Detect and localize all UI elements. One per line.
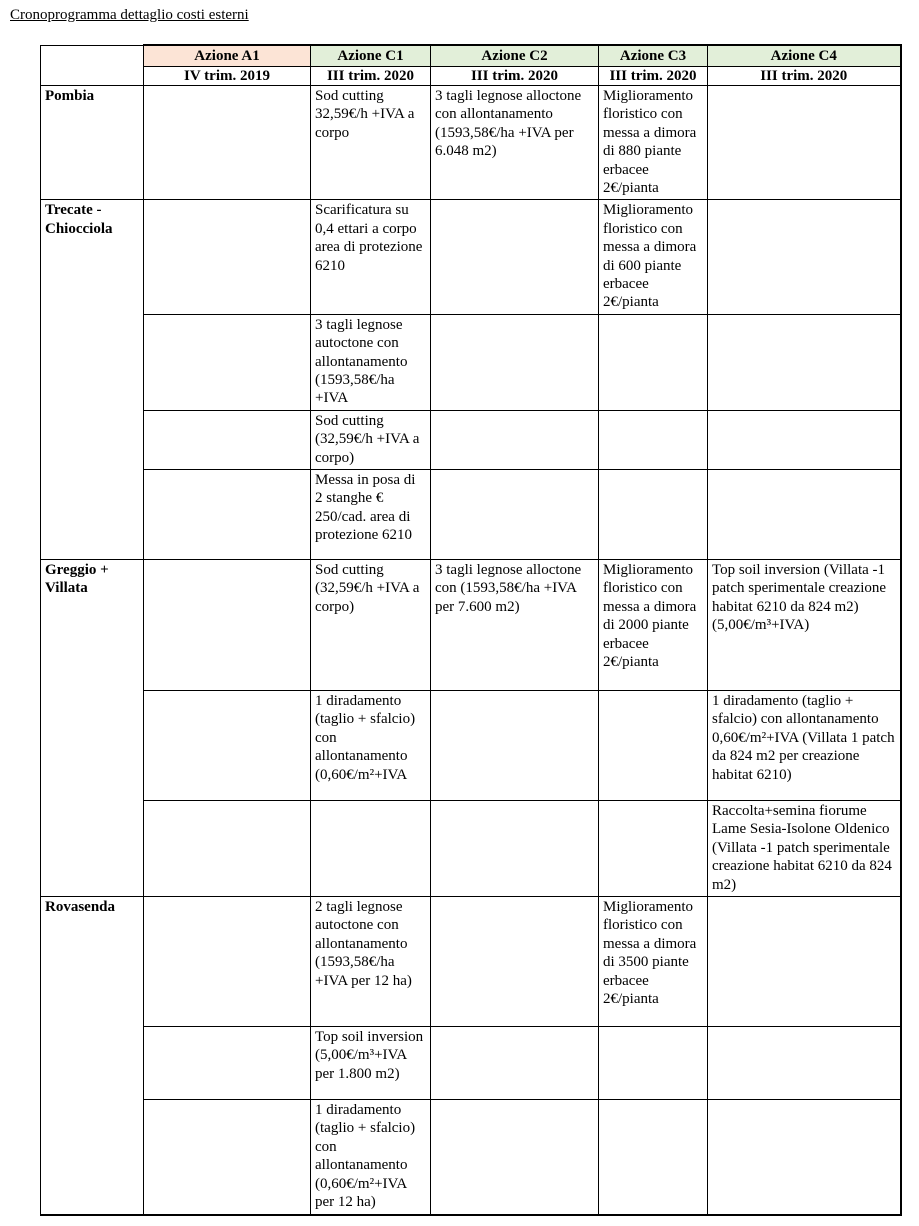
corner-empty-cell bbox=[41, 45, 144, 85]
table-cell bbox=[708, 85, 901, 199]
header-row-actions bbox=[41, 45, 901, 66]
table-row bbox=[41, 897, 901, 1027]
table-cell bbox=[144, 470, 311, 560]
table-cell bbox=[144, 897, 311, 1027]
table-cell bbox=[599, 314, 708, 410]
table-cell bbox=[431, 897, 599, 1027]
table-cell bbox=[144, 410, 311, 469]
cost-schedule-table bbox=[40, 44, 902, 1216]
table-cell bbox=[708, 200, 901, 314]
table-cell bbox=[144, 691, 311, 801]
table-cell: 3 tagli legnose alloctone con allontanamento (1593,58€/ha +IVA per 6.048 m2) bbox=[431, 85, 599, 199]
column-header-azione-c3: Azione C3 bbox=[599, 45, 708, 66]
table-cell: Sod cutting (32,59€/h +IVA a corpo) bbox=[311, 560, 431, 691]
column-header-azione-c2: Azione C2 bbox=[431, 45, 599, 66]
table-cell: 2 tagli legnose autoctone con allontanamento (1593,58€/ha +IVA per 12 ha) bbox=[311, 897, 431, 1027]
table-cell bbox=[311, 801, 431, 897]
table-cell: 1 diradamento (taglio + sfalcio) con allontanamento (0,60€/m²+IVA per 12 ha) bbox=[311, 1100, 431, 1215]
table-cell bbox=[431, 691, 599, 801]
table-row bbox=[41, 314, 901, 410]
table-row bbox=[41, 410, 901, 469]
table-cell bbox=[144, 801, 311, 897]
column-header-azione-c4: Azione C4 bbox=[708, 45, 901, 66]
table-cell: Scarificatura su 0,4 ettari a corpo area di protezione 6210 bbox=[311, 200, 431, 314]
table-cell: 3 tagli legnose alloctone con (1593,58€/ha +IVA per 7.600 m2) bbox=[431, 560, 599, 691]
table-cell bbox=[599, 691, 708, 801]
column-header-azione-a1: Azione A1 bbox=[144, 45, 311, 66]
table-cell: Sod cutting (32,59€/h +IVA a corpo) bbox=[311, 410, 431, 469]
table-cell: Miglioramento floristico con messa a dimora di 600 piante erbacee 2€/pianta bbox=[599, 200, 708, 314]
table-row bbox=[41, 470, 901, 560]
table-cell: 1 diradamento (taglio + sfalcio) con allontanamento (0,60€/m²+IVA bbox=[311, 691, 431, 801]
table-cell: Miglioramento floristico con messa a dimora di 3500 piante erbacee 2€/pianta bbox=[599, 897, 708, 1027]
table-cell: Miglioramento floristico con messa a dimora di 2000 piante erbacee 2€/pianta bbox=[599, 560, 708, 691]
table-cell bbox=[144, 200, 311, 314]
table-cell: Raccolta+semina fiorume Lame Sesia-Isolone Oldenico (Villata -1 patch sperimentale creazione habitat 6210 da 824 m2) bbox=[708, 801, 901, 897]
table-cell bbox=[599, 470, 708, 560]
table-cell: Messa in posa di 2 stanghe € 250/cad. area di protezione 6210 bbox=[311, 470, 431, 560]
table-cell: 3 tagli legnose autoctone con allontanamento (1593,58€/ha +IVA bbox=[311, 314, 431, 410]
table-cell: Sod cutting 32,59€/h +IVA a corpo bbox=[311, 85, 431, 199]
table-cell bbox=[431, 410, 599, 469]
table-row bbox=[41, 560, 901, 691]
table-cell bbox=[431, 314, 599, 410]
table-row bbox=[41, 691, 901, 801]
period-cell-a1: IV trim. 2019 bbox=[144, 66, 311, 85]
period-cell-c1: III trim. 2020 bbox=[311, 66, 431, 85]
table-cell bbox=[431, 1027, 599, 1100]
table-cell bbox=[431, 1100, 599, 1215]
table-cell bbox=[708, 897, 901, 1027]
table-cell: Miglioramento floristico con messa a dimora di 880 piante erbacee 2€/pianta bbox=[599, 85, 708, 199]
period-cell-c3: III trim. 2020 bbox=[599, 66, 708, 85]
table-cell bbox=[144, 85, 311, 199]
table-row bbox=[41, 85, 901, 199]
table-cell: 1 diradamento (taglio + sfalcio) con allontanamento 0,60€/m²+IVA (Villata 1 patch da 824 m2 per creazione habitat 6210) bbox=[708, 691, 901, 801]
page-title: Cronoprogramma dettaglio costi esterni bbox=[10, 7, 249, 23]
period-cell-c2: III trim. 2020 bbox=[431, 66, 599, 85]
table-cell bbox=[144, 560, 311, 691]
table-cell bbox=[599, 410, 708, 469]
table-row bbox=[41, 1027, 901, 1100]
table-cell bbox=[144, 1027, 311, 1100]
table-cell bbox=[431, 470, 599, 560]
table-row bbox=[41, 1100, 901, 1215]
table-row bbox=[41, 801, 901, 897]
table-cell bbox=[599, 1027, 708, 1100]
table-cell bbox=[708, 470, 901, 560]
table-cell bbox=[599, 1100, 708, 1215]
table-row bbox=[41, 200, 901, 314]
table-cell bbox=[599, 801, 708, 897]
table-cell bbox=[431, 200, 599, 314]
table-cell bbox=[708, 314, 901, 410]
header-row-periods bbox=[41, 66, 901, 85]
table-cell: Top soil inversion (5,00€/m³+IVA per 1.800 m2) bbox=[311, 1027, 431, 1100]
table-cell: Top soil inversion (Villata -1 patch sperimentale creazione habitat 6210 da 824 m2) (5,00€/m³+IVA) bbox=[708, 560, 901, 691]
row-group-label-trecate-chiocciola: Trecate - Chiocciola bbox=[41, 200, 144, 560]
table-cell bbox=[708, 1027, 901, 1100]
table-cell bbox=[708, 410, 901, 469]
column-header-azione-c1: Azione C1 bbox=[311, 45, 431, 66]
period-cell-c4: III trim. 2020 bbox=[708, 66, 901, 85]
table-cell bbox=[708, 1100, 901, 1215]
row-group-label-greggio-villata: Greggio + Villata bbox=[41, 560, 144, 897]
table-cell bbox=[431, 801, 599, 897]
row-group-label-pombia: Pombia bbox=[41, 85, 144, 199]
table-cell bbox=[144, 314, 311, 410]
table-cell bbox=[144, 1100, 311, 1215]
row-group-label-rovasenda: Rovasenda bbox=[41, 897, 144, 1215]
